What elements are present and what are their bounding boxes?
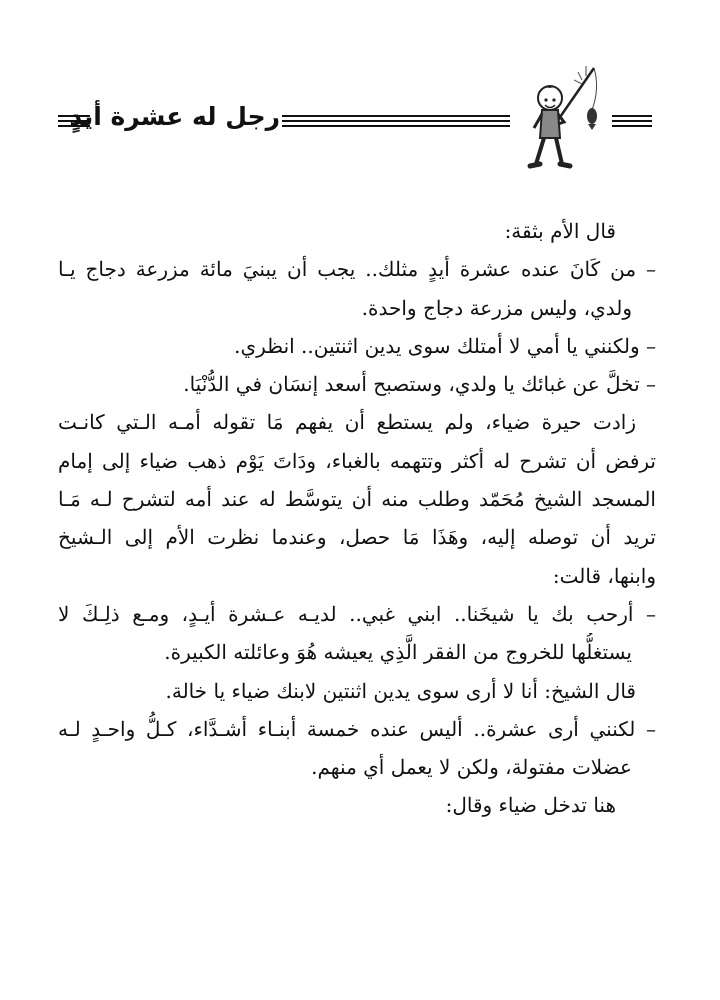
- text-line-15: عضلات مفتولة، ولكن لا يعمل أي منهم.: [311, 755, 632, 780]
- story-text: [58, 212, 656, 825]
- text-line-5: – تخلَّ عن غبائك يا ولدي، وستصبح أسعد إنسَان في الدُّنْيَا.: [183, 372, 656, 397]
- text-line-7: ترفض أن تشرح له أكثر وتتهمه بالغباء، ودَاتَ يَوْم ذهب ضياء إلى إمام: [58, 448, 656, 473]
- text-line-4: – ولكنني يا أمي لا أمتلك سوى يدين اثنتين.. انظري.: [234, 333, 656, 358]
- text-line-16: هنا تدخل ضياء وقال:: [445, 793, 616, 818]
- text-line-14: – لكنني أرى عشرة.. أليس عنده خمسة أبنـاء أشـدَّاء، كـلُّ واحـدٍ لـه: [58, 716, 656, 741]
- chapter-header: [0, 58, 720, 178]
- decorative-rule-middle: [282, 115, 510, 128]
- text-line-8: المسجد الشيخ مُحَمّد وطلب منه أن يتوسَّط له عند أمه لتشرح لـه مَـا: [58, 487, 656, 512]
- text-line-13: قال الشيخ: أنا لا أرى سوى يدين اثنتين لابنك ضياء يا خالة.: [165, 678, 636, 703]
- decorative-rule-right: [612, 115, 652, 128]
- text-line-11: – أرحب بك يا شيخَنا.. ابني غبي.. لديـه عـشرة أيـدٍ، ومـع ذلِـكَ لا: [58, 601, 656, 626]
- text-line-1: قال الأم بثقة:: [504, 219, 616, 243]
- chapter-title: رجل له عشرة أيدٍ: [69, 102, 280, 131]
- text-line-6: زادت حيرة ضياء، ولم يستطع أن يفهم مَا تقوله أمـه الـتي كانـت: [58, 410, 636, 435]
- text-line-3: ولدي، وليس مزرعة دجاج واحدة.: [361, 295, 632, 320]
- text-line-12: يستغلُّها للخروج من الفقر الَّذِي يعيشه هُوَ وعائلته الكبيرة.: [164, 640, 632, 665]
- text-line-10: وابنها، قالت:: [552, 563, 656, 588]
- text-line-9: تريد أن توصله إليه، وهَذَا مَا حصل، وعندما نظرت الأم إلى الـشيخ: [58, 525, 656, 550]
- text-line-2: – من كَانَ عنده عشرة أيدٍ مثلك.. يجب أن يبنيَ مائة مزرعة دجاج يـا: [58, 257, 656, 282]
- boy-with-fishing-rod-icon: [512, 58, 612, 178]
